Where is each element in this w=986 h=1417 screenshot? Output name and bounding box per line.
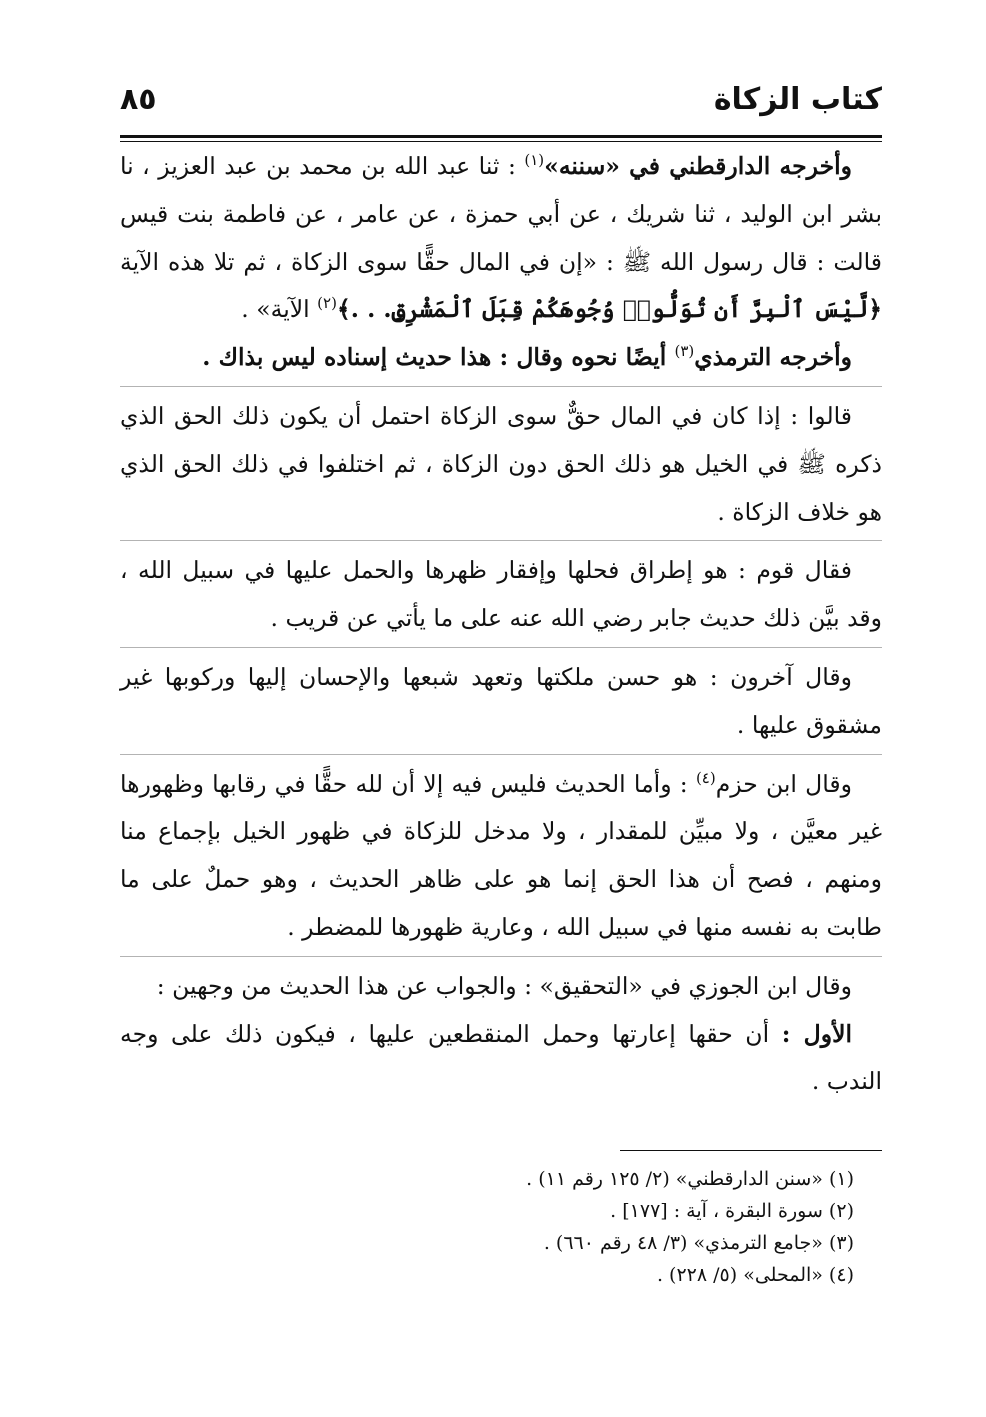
header-rule-thick (120, 135, 882, 138)
paragraph-lead: وأخرجه الدارقطني في «سننه» (544, 152, 852, 180)
paragraph-text: وقال آخرون : هو حسن ملكتها وتعهد شبعها والإحسان إليها وركوبها غير مشقوق عليها . (120, 662, 882, 739)
paragraph-text: فقال قوم : هو إطراق فحلها وإفقار ظهرها والحمل عليها في سبيل الله ، وقد بيَّن ذلك حديث جابر رضي الله عنه على ما يأتي عن قريب . (120, 556, 882, 633)
paragraph-text: أيضًا نحوه وقال : هذا حديث إسناده ليس بذاك . (202, 343, 675, 372)
paragraph-tirmidhi (120, 334, 882, 382)
book-page (120, 60, 882, 1380)
footnote-ref-4[interactable]: (٤) (695, 768, 716, 787)
paragraph-ibn-jawzi (120, 956, 882, 1011)
paragraph-tail: الآية» . (241, 295, 318, 324)
paragraph-text: : وأما الحديث فليس فيه إلا أن لله حقًّا في رقابها وظهورها غير معيَّن ، ولا مبيِّن للمقدار ، ولا مدخل للزكاة في ظهور الخيل بإجماع منا ومنهم ، فصح أن هذا الحق إنما هو على ظاهر الحديث ، وهو حملٌ على ما طابت به نفسه منها في سبيل الله ، وعارية ظهورها للمضطر . (120, 769, 882, 941)
paragraph-first-answer (120, 1011, 882, 1107)
chapter-title: كتاب الزكاة (713, 82, 882, 117)
paragraph-lead: وأخرجه الترمذي (694, 343, 852, 372)
page-header (120, 80, 882, 126)
footnote-separator (620, 1150, 882, 1151)
footnote-1: (١) «سنن الدارقطني» (٢/ ١٢٥ رقم ١١) . (526, 1168, 854, 1190)
header-rule-thin (120, 141, 882, 142)
paragraph-daraqutni (120, 143, 882, 334)
paragraph-text: : ثنا عبد الله بن محمد بن عبد العزيز ، نا بشر ابن الوليد ، ثنا شريك ، عن أبي حمزة ، عن عامر ، عن فاطمة بنت قيس قالت : قال رسول الله ﷺ : «إن في المال حقًّا سوى الزكاة ، ثم تلا هذه الآية (120, 152, 882, 276)
paragraph-lead: الأول : (781, 1019, 853, 1048)
main-text (120, 143, 882, 1106)
footnote-ref-1[interactable]: (١) (524, 151, 545, 170)
paragraph-text: قالوا : إذا كان في المال حقٌّ سوى الزكاة احتمل أن يكون ذلك الحق الذي ذكره ﷺ في الخيل هو ذلك الحق دون الزكاة ، ثم اختلفوا في ذلك الحق الذي هو خلاف الزكاة . (120, 401, 882, 526)
footnotes (120, 1163, 882, 1291)
footnote-ref-2[interactable]: (٢) (317, 294, 337, 313)
footnote-4: (٤) «المحلى» (٥/ ٢٢٨) . (656, 1264, 854, 1286)
paragraph-akharun (120, 647, 882, 750)
paragraph-qalu (120, 386, 882, 536)
page-number: ٨٥ (120, 82, 157, 117)
quran-verse: ﴿لَّيْسَ ٱلْبِرَّ أَن تُوَلُّوا۟ وُجُوهَكُمْ قِبَلَ ٱلْمَشْرِقِ. . .﴾ (336, 295, 882, 324)
paragraph-text: وقال ابن الجوزي في «التحقيق» : والجواب عن هذا الحديث من وجهين : (156, 971, 852, 1000)
footnote-3: (٣) «جامع الترمذي» (٣/ ٤٨ رقم ٦٦٠) . (543, 1232, 854, 1254)
paragraph-ibn-hazm (120, 754, 882, 952)
footnote-2: (٢) سورة البقرة ، آية : [١٧٧] . (610, 1200, 854, 1222)
paragraph-lead: وقال ابن حزم (715, 769, 852, 798)
paragraph-qawm (120, 540, 882, 643)
paragraph-text: أن حقها إعارتها وحمل المنقطعين عليها ، فيكون ذلك على وجه الندب . (120, 1019, 882, 1096)
footnote-ref-3[interactable]: (٣) (674, 342, 695, 361)
